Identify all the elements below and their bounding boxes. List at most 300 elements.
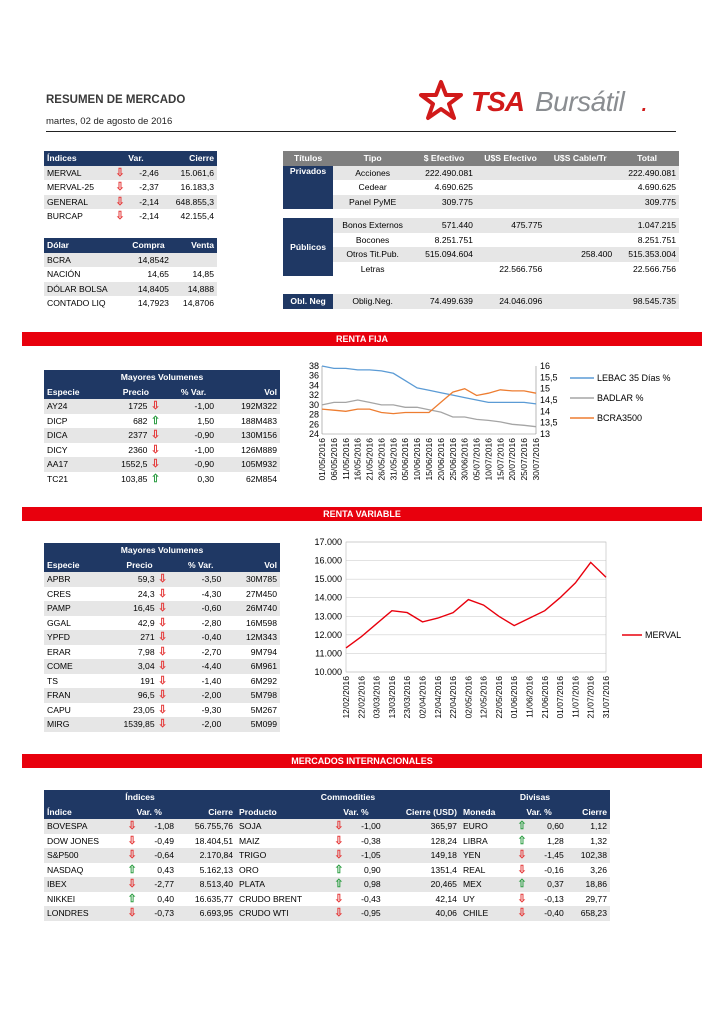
column-header: % Var. — [177, 558, 224, 573]
table-row — [44, 414, 280, 429]
arrow-down-icon: ⇩ — [115, 166, 125, 179]
arrow-up-icon: ⇧ — [334, 863, 344, 876]
table-row — [44, 863, 610, 878]
volume: 5M267 — [250, 704, 277, 715]
name: S&P500 — [44, 848, 121, 863]
arrow-down-icon: ⇩ — [158, 631, 168, 644]
arrow-down-icon: ⇩ — [127, 878, 137, 891]
indices-table — [44, 151, 217, 224]
currency-name: CONTADO LIQ — [47, 298, 106, 309]
close-value: 16.183,3 — [180, 182, 214, 193]
price: 24,3 — [137, 588, 155, 599]
table-row — [44, 717, 280, 732]
arrow-down-icon: ⇩ — [158, 689, 168, 702]
name: SOJA — [236, 819, 328, 834]
var-arrow — [511, 892, 532, 907]
y-tick-left: 34 — [308, 380, 319, 391]
column-header: Vol — [217, 385, 280, 400]
var-value: -2,46 — [130, 166, 162, 181]
column-header: Cierre — [177, 805, 236, 820]
var-value: -4,40 — [177, 659, 224, 674]
var-arrow — [150, 414, 170, 429]
column-header: Total — [615, 151, 679, 166]
y-tick: 13.000 — [314, 611, 342, 622]
arrow-down-icon: ⇩ — [334, 907, 344, 920]
y-tick-right: 15,5 — [540, 372, 558, 383]
logo-bursatil: Bursátil — [535, 86, 625, 117]
x-tick: 12/04/2016 — [432, 676, 443, 719]
volume: 5M798 — [224, 688, 280, 703]
close-value: 18.404,51 — [194, 835, 234, 846]
var-arrow — [328, 877, 349, 892]
sell-value: 14,888 — [172, 282, 217, 297]
var-value: -2,14 — [130, 195, 162, 210]
var-arrow — [158, 688, 178, 703]
arrow-up-icon: ⇧ — [127, 863, 137, 876]
tipo: Bonos Externos — [333, 218, 412, 233]
volume: 6M961 — [224, 659, 280, 674]
x-tick: 11/06/2016 — [524, 676, 535, 718]
tipo: Letras — [360, 263, 385, 274]
x-tick: 30/07/2016 — [531, 438, 541, 481]
column-header: Cierre — [162, 151, 217, 166]
var-arrow — [121, 819, 142, 834]
name: CRUDO WTI — [236, 906, 328, 921]
column-header: Var. % — [328, 805, 384, 820]
var-value: 0,60 — [533, 819, 567, 834]
table-row — [283, 262, 679, 277]
column-header: Precio — [102, 385, 170, 400]
volume: 192M322 — [217, 399, 280, 414]
x-tick: 30/06/2016 — [459, 438, 470, 481]
arrow-up-icon: ⇧ — [517, 878, 527, 891]
arrow-down-icon: ⇩ — [150, 400, 161, 413]
var-value: -9,30 — [201, 704, 222, 715]
currency-name: BCRA — [44, 253, 125, 268]
volume: 16M598 — [245, 617, 277, 628]
volume: 62M854 — [245, 473, 277, 484]
amount — [476, 233, 545, 248]
table-row — [44, 601, 280, 616]
var-value: 1,50 — [197, 415, 215, 426]
arrow-down-icon: ⇩ — [158, 660, 168, 673]
header-divider — [46, 131, 676, 132]
volume: 188M483 — [241, 415, 277, 426]
arrow-down-icon: ⇩ — [517, 907, 527, 920]
var-arrow — [150, 443, 170, 458]
var-value: 0,30 — [197, 473, 215, 484]
table-row — [44, 166, 217, 181]
var-arrow — [110, 195, 130, 210]
x-tick: 02/04/2016 — [417, 676, 428, 719]
table-row — [283, 166, 679, 181]
table-title: Mayores Volumenes — [44, 543, 280, 558]
var-value: -0,95 — [350, 906, 384, 921]
amount: 258.400 — [545, 247, 615, 262]
volume: 27M450 — [245, 588, 277, 599]
name: CRUDO BRENT — [239, 893, 303, 904]
arrow-down-icon: ⇩ — [158, 703, 168, 716]
arrow-down-icon: ⇩ — [127, 820, 137, 833]
close-value: 40,06 — [384, 906, 460, 921]
x-tick: 16/05/2016 — [352, 438, 363, 481]
table-row — [44, 428, 280, 443]
var-value: -0,60 — [177, 601, 224, 616]
especie: FRAN — [44, 688, 102, 703]
table-row — [44, 892, 610, 907]
cell — [283, 209, 679, 218]
arrow-up-icon: ⇧ — [150, 414, 161, 427]
var-arrow — [511, 906, 532, 921]
column-header: Dólar — [44, 238, 125, 253]
arrow-down-icon: ⇩ — [115, 195, 125, 208]
amount: 309.775 — [615, 195, 679, 210]
var-value: -2,80 — [201, 617, 222, 628]
x-tick: 03/03/2016 — [371, 676, 382, 719]
var-arrow — [110, 166, 130, 181]
x-tick: 13/03/2016 — [386, 676, 397, 719]
table-row — [44, 587, 280, 602]
var-value: -0,64 — [143, 848, 177, 863]
especie: PAMP — [44, 601, 102, 616]
amount: 222.490.081 — [615, 166, 679, 181]
column-header: Tipo — [333, 151, 412, 166]
x-tick: 21/05/2016 — [364, 438, 375, 481]
var-arrow — [158, 572, 178, 587]
arrow-down-icon: ⇩ — [158, 674, 168, 687]
var-arrow — [328, 819, 349, 834]
plot-area — [346, 542, 606, 672]
name: YEN — [460, 848, 511, 863]
amount — [476, 195, 545, 210]
group-row — [44, 790, 610, 805]
arrow-down-icon: ⇩ — [127, 907, 137, 920]
volume: 9M794 — [250, 646, 277, 657]
var-arrow — [158, 601, 178, 616]
currency-name: DÓLAR BOLSA — [44, 282, 125, 297]
index-name: MERVAL — [44, 166, 110, 181]
header-row — [44, 238, 217, 253]
var-arrow — [511, 863, 532, 878]
column-header: Vol — [224, 558, 280, 573]
var-arrow — [150, 472, 170, 487]
close-value: 42,14 — [435, 893, 457, 904]
name: EURO — [460, 819, 511, 834]
x-tick: 01/05/2016 — [317, 438, 327, 481]
name: REAL — [462, 864, 486, 875]
table-row — [44, 267, 217, 282]
table-row — [44, 688, 280, 703]
x-tick: 02/05/2016 — [463, 676, 474, 719]
var-value: 0,43 — [157, 864, 174, 875]
var-arrow — [328, 848, 349, 863]
var-value: -2,00 — [177, 688, 224, 703]
y-tick: 10.000 — [314, 667, 342, 677]
merval-chart — [300, 534, 700, 746]
tipo: Otros Tit.Pub. — [333, 247, 412, 262]
amount — [545, 195, 615, 210]
var-value: -0,16 — [544, 864, 564, 875]
arrow-down-icon: ⇩ — [517, 892, 527, 905]
x-tick: 21/07/2016 — [585, 676, 596, 719]
amount: 74.499.639 — [412, 294, 476, 309]
column-header: Especie — [44, 385, 102, 400]
y-tick-right: 14,5 — [540, 395, 558, 405]
column-header: Venta — [172, 238, 217, 253]
close-value: 29,77 — [585, 893, 607, 904]
name: MEX — [460, 877, 511, 892]
table-title: Mayores Volumenes — [44, 370, 280, 385]
arrow-down-icon: ⇩ — [334, 849, 344, 862]
column-header: Especie — [44, 558, 102, 573]
var-value: -0,90 — [170, 457, 217, 472]
table-row — [44, 645, 280, 660]
var-value: -2,70 — [201, 646, 222, 657]
var-value: -3,50 — [177, 572, 224, 587]
especie: AY24 — [44, 399, 102, 414]
group-header: Divisas — [460, 790, 610, 805]
var-value: -0,38 — [361, 835, 381, 846]
logo-tsa: TSA — [471, 86, 524, 117]
x-tick: 31/05/2016 — [388, 438, 399, 481]
tipo: Bocones — [355, 234, 390, 245]
name: CHILE — [460, 906, 511, 921]
table-row — [283, 247, 679, 262]
table-row — [44, 877, 610, 892]
arrow-down-icon: ⇩ — [158, 587, 168, 600]
legend-label: LEBAC 35 Días % — [597, 373, 671, 383]
x-tick: 01/06/2016 — [509, 676, 520, 719]
var-arrow — [121, 848, 142, 863]
column-header: Cierre — [567, 805, 610, 820]
group-obl-neg: Obl. Neg — [283, 294, 333, 309]
y-tick: 12.000 — [314, 629, 342, 640]
x-tick: 22/04/2016 — [448, 676, 459, 719]
table-row — [44, 296, 217, 311]
section-internacionales: MERCADOS INTERNACIONALES — [22, 754, 702, 768]
spacer-row — [283, 209, 679, 218]
table-row — [44, 472, 280, 487]
volume: 105M932 — [217, 457, 280, 472]
name: TRIGO — [236, 848, 328, 863]
header-row — [44, 385, 280, 400]
y-tick: 14.000 — [314, 592, 342, 603]
var-arrow — [328, 906, 349, 921]
x-tick: 25/07/2016 — [519, 438, 530, 481]
dolar-table — [44, 238, 217, 311]
table-row — [44, 703, 280, 718]
tipo: Cedear — [358, 182, 387, 193]
x-tick: 21/06/2016 — [539, 676, 550, 719]
especie: DICY — [47, 444, 68, 455]
price: 2377 — [102, 428, 151, 443]
y-tick-right: 15 — [540, 383, 551, 394]
arrow-up-icon: ⇧ — [517, 834, 527, 847]
close-value: 16.635,77 — [194, 893, 234, 904]
especie: CRES — [47, 588, 71, 599]
x-tick: 23/03/2016 — [402, 676, 413, 719]
var-value: -1,08 — [143, 819, 177, 834]
table-row — [44, 674, 280, 689]
close-value: 1,12 — [567, 819, 610, 834]
title-row — [44, 543, 280, 558]
close-value: 18,86 — [567, 877, 610, 892]
rv-volumes-table — [44, 543, 280, 732]
especie: YPFD — [44, 630, 102, 645]
price: 2360 — [128, 444, 148, 455]
var-value: -2,14 — [139, 211, 159, 222]
buy-value: 14,8542 — [125, 253, 172, 268]
close-value: 3,26 — [590, 864, 607, 875]
arrow-down-icon: ⇩ — [334, 892, 344, 905]
column-header: Producto — [236, 805, 328, 820]
arrow-up-icon: ⇧ — [334, 878, 344, 891]
name: ORO — [239, 864, 259, 875]
cell — [283, 276, 679, 294]
sell-value — [172, 253, 217, 268]
table-row — [44, 180, 217, 195]
volume: 12M343 — [224, 630, 280, 645]
close-value: 5.162,13 — [199, 864, 234, 875]
table-row — [44, 616, 280, 631]
amount: 24.046.096 — [476, 294, 545, 309]
arrow-down-icon: ⇩ — [150, 429, 161, 442]
column-header: Var. — [110, 151, 162, 166]
var-value: -1,40 — [201, 675, 222, 686]
header-row — [283, 151, 679, 166]
table-row — [283, 218, 679, 233]
arrow-down-icon: ⇩ — [115, 181, 125, 194]
amount: 309.775 — [412, 195, 476, 210]
x-tick: 22/02/2016 — [356, 676, 367, 719]
tipo: Panel PyME — [333, 195, 412, 210]
var-value: -1,45 — [533, 848, 567, 863]
table-row — [283, 233, 679, 248]
group-publicos: Públicos — [283, 218, 333, 276]
amount: 222.490.081 — [412, 166, 476, 181]
var-arrow — [328, 863, 349, 878]
var-value: -1,05 — [350, 848, 384, 863]
var-arrow — [511, 877, 532, 892]
index-name: MERVAL-25 — [47, 182, 94, 193]
var-arrow — [511, 819, 532, 834]
arrow-up-icon: ⇧ — [150, 472, 161, 485]
var-arrow — [121, 834, 142, 849]
close-value: 1,32 — [590, 835, 607, 846]
x-tick: 05/06/2016 — [400, 438, 411, 481]
especie: APBR — [44, 572, 102, 587]
amount: 22.566.756 — [632, 263, 676, 274]
especie: MIRG — [44, 717, 102, 732]
name: BOVESPA — [44, 819, 121, 834]
renta-fija-chart — [300, 358, 700, 498]
var-value: -1,00 — [170, 399, 217, 414]
amount — [545, 233, 615, 248]
y-tick-left: 32 — [308, 390, 319, 401]
var-arrow — [121, 906, 142, 921]
close-value: 15.061,6 — [162, 166, 217, 181]
var-arrow — [110, 180, 130, 195]
x-tick: 12/02/2016 — [341, 676, 351, 719]
x-tick: 12/05/2016 — [478, 676, 489, 719]
name: IBEX — [44, 877, 121, 892]
price: 7,98 — [137, 646, 155, 657]
column-header: Var. % — [121, 805, 177, 820]
arrow-down-icon: ⇩ — [517, 863, 527, 876]
report-date: martes, 02 de agosto de 2016 — [46, 116, 173, 127]
legend-label: BADLAR % — [597, 393, 644, 403]
column-header: Cierre (USD) — [384, 805, 460, 820]
close-value: 102,38 — [567, 848, 610, 863]
var-arrow — [158, 616, 178, 631]
price: 682 — [133, 415, 148, 426]
y-tick-left: 26 — [308, 419, 319, 430]
price: 59,3 — [102, 572, 158, 587]
buy-value: 14,8405 — [125, 282, 172, 297]
amount: 571.440 — [412, 218, 476, 233]
name: MAIZ — [239, 835, 260, 846]
especie: AA17 — [44, 457, 102, 472]
var-value: -0,73 — [143, 906, 177, 921]
amount: 475.775 — [476, 218, 545, 233]
close-value: 365,97 — [384, 819, 460, 834]
x-tick: 06/05/2016 — [328, 438, 339, 481]
arrow-down-icon: ⇩ — [115, 210, 125, 223]
table-row — [283, 180, 679, 195]
y-tick-left: 30 — [308, 399, 319, 410]
especie: CAPU — [47, 704, 71, 715]
amount: 8.251.751 — [637, 234, 676, 245]
table-row — [44, 834, 610, 849]
y-tick-right: 14 — [540, 406, 551, 417]
column-header: Índices — [44, 151, 110, 166]
x-tick: 26/05/2016 — [376, 438, 387, 481]
var-arrow — [158, 587, 178, 602]
name: NIKKEI — [47, 893, 76, 904]
x-tick: 10/06/2016 — [412, 438, 423, 481]
amount — [545, 166, 615, 181]
var-arrow — [121, 877, 142, 892]
x-tick: 01/07/2016 — [555, 676, 566, 719]
var-arrow — [328, 834, 349, 849]
volume: 6M292 — [250, 675, 277, 686]
column-header: Precio — [102, 558, 177, 573]
x-tick: 25/06/2016 — [447, 438, 458, 481]
name: UY — [462, 893, 475, 904]
column-header: Var. % — [511, 805, 567, 820]
var-arrow — [150, 428, 170, 443]
var-arrow — [158, 659, 178, 674]
amount — [476, 180, 545, 195]
index-name: BURCAP — [47, 211, 83, 222]
price: 1552,5 — [102, 457, 151, 472]
amount: 4.690.625 — [434, 182, 473, 193]
index-name: GENERAL — [44, 195, 110, 210]
var-arrow — [511, 834, 532, 849]
header-row — [44, 558, 280, 573]
var-value: -2,37 — [139, 182, 159, 193]
amount: 1.047.215 — [615, 218, 679, 233]
tipo: Acciones — [333, 166, 412, 181]
x-tick: 20/06/2016 — [435, 438, 446, 481]
y-tick-right: 13 — [540, 429, 551, 439]
name: LONDRES — [44, 906, 121, 921]
arrow-down-icon: ⇩ — [158, 573, 168, 586]
y-tick-left: 36 — [308, 370, 319, 381]
table-row — [44, 195, 217, 210]
arrow-up-icon: ⇧ — [517, 820, 527, 833]
price: 23,05 — [133, 704, 155, 715]
